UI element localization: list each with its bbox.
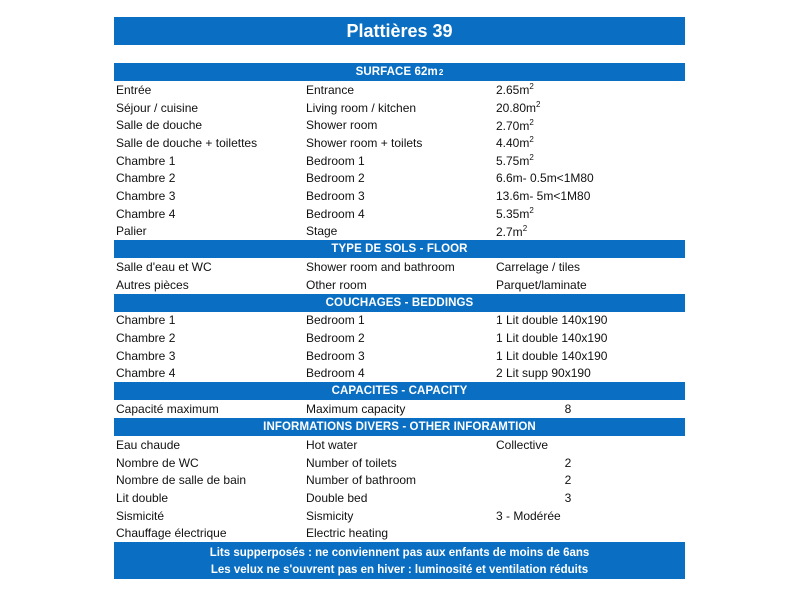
value-cell xyxy=(494,473,594,487)
label-french: Sismicité xyxy=(116,508,165,523)
value-superscript: 2 xyxy=(529,135,534,145)
label-english: Bedroom 4 xyxy=(306,366,365,381)
label-french: Chambre 2 xyxy=(116,171,176,186)
value-superscript: 2 xyxy=(536,100,541,110)
label-french: Salle de douche xyxy=(116,118,203,133)
value-cell xyxy=(494,331,614,345)
label-french: Chambre 4 xyxy=(116,366,176,381)
value-cell xyxy=(494,135,614,150)
label-french: Nombre de salle de bain xyxy=(116,473,247,488)
value-superscript: 2 xyxy=(529,153,534,163)
value-cell xyxy=(494,260,614,274)
value-superscript: 2 xyxy=(522,223,528,233)
label-french: Chauffage électrique xyxy=(116,526,227,541)
value-cell xyxy=(494,278,614,292)
label-french: Salle d'eau et WC xyxy=(116,260,212,275)
value-cell xyxy=(494,118,614,133)
table-row xyxy=(114,454,685,472)
page-title: Plattières 39 xyxy=(114,17,685,45)
label-french: Nombre de WC xyxy=(116,455,199,470)
section-rows-other xyxy=(114,436,685,542)
table-row xyxy=(114,276,685,294)
value-text: 13.6m- 5m<1M80 xyxy=(496,188,591,203)
section-heading-beddings: COUCHAGES - BEDDINGS xyxy=(114,294,685,312)
value-cell xyxy=(494,491,594,505)
value-text: 3 - Modérée xyxy=(496,508,561,523)
table-row xyxy=(114,400,685,418)
table-row xyxy=(114,134,685,152)
label-french: Chambre 1 xyxy=(116,153,176,168)
value-text: 1 Lit double 140x190 xyxy=(496,348,608,363)
label-english: Electric heating xyxy=(306,526,389,541)
value-text: 20.80m xyxy=(496,101,537,116)
label-french: Autres pièces xyxy=(116,277,189,292)
label-english: Living room / kitchen xyxy=(306,100,417,115)
value-superscript: 2 xyxy=(529,206,534,216)
value-cell xyxy=(494,189,614,203)
label-english: Bedroom 4 xyxy=(306,206,365,221)
value-text: Parquet/laminate xyxy=(496,277,587,292)
value-cell xyxy=(494,366,614,380)
label-french: Chambre 2 xyxy=(116,331,176,346)
table-row xyxy=(114,99,685,117)
value-superscript: 2 xyxy=(529,117,534,127)
value-cell xyxy=(494,82,614,97)
table-row xyxy=(114,524,685,542)
label-french: Entrée xyxy=(116,82,152,97)
value-text: 3 xyxy=(564,490,572,505)
value-text: 2.7m xyxy=(496,224,523,239)
label-english: Stage xyxy=(306,224,338,239)
label-french: Eau chaude xyxy=(116,437,181,452)
section-rows-surface xyxy=(114,81,685,240)
value-text: 1 Lit double 140x190 xyxy=(496,331,608,346)
label-french: Séjour / cuisine xyxy=(116,100,199,115)
label-english: Bedroom 1 xyxy=(306,313,365,328)
label-english: Double bed xyxy=(306,490,368,505)
value-text: Collective xyxy=(496,437,549,452)
value-text: 5.35m xyxy=(496,207,530,222)
table-row xyxy=(114,116,685,134)
table-row xyxy=(114,169,685,187)
value-cell xyxy=(494,206,614,221)
section-rows-floor xyxy=(114,258,685,293)
label-french: Chambre 3 xyxy=(116,348,176,363)
label-french: Chambre 1 xyxy=(116,313,176,328)
footer-note-1: Lits supperposés : ne conviennent pas aux enfants de moins de 6ans xyxy=(209,547,590,560)
label-english: Shower room and bathroom xyxy=(306,260,455,275)
value-cell xyxy=(494,171,614,185)
label-french: Salle de douche + toilettes xyxy=(116,135,258,150)
table-row xyxy=(114,223,685,241)
property-sheet xyxy=(114,17,685,579)
value-cell xyxy=(494,438,614,452)
table-row xyxy=(114,187,685,205)
label-english: Bedroom 2 xyxy=(306,171,365,186)
section-rows-capacity xyxy=(114,400,685,418)
table-row xyxy=(114,205,685,223)
table-row xyxy=(114,347,685,365)
value-cell xyxy=(494,153,614,168)
table-row xyxy=(114,329,685,347)
value-cell xyxy=(494,456,594,470)
value-text: Carrelage / tiles xyxy=(496,260,581,275)
section-heading-other: INFORMATIONS DIVERS - OTHER INFORAMTION xyxy=(114,418,685,436)
footer-note-2: Les velux ne s'ouvrent pas en hiver : luminosité et ventilation réduits xyxy=(210,564,589,577)
value-text: 2.65m xyxy=(496,83,530,98)
surface-heading-sup: 2 xyxy=(438,67,444,77)
table-row xyxy=(114,152,685,170)
value-text: 1 Lit double 140x190 xyxy=(496,313,608,328)
spacer xyxy=(114,45,685,63)
label-english: Bedroom 3 xyxy=(306,348,365,363)
label-english: Shower room + toilets xyxy=(306,135,423,150)
table-row xyxy=(114,81,685,99)
table-row xyxy=(114,365,685,383)
label-french: Lit double xyxy=(116,490,169,505)
label-english: Hot water xyxy=(306,437,358,452)
surface-heading-text: SURFACE 62m xyxy=(355,66,438,78)
section-heading-capacity: CAPACITES - CAPACITY xyxy=(114,382,685,400)
value-cell xyxy=(494,100,614,115)
value-cell xyxy=(494,224,614,239)
label-english: Bedroom 2 xyxy=(306,331,365,346)
label-french: Palier xyxy=(116,224,147,239)
label-english: Other room xyxy=(306,277,367,292)
label-french: Chambre 4 xyxy=(116,206,176,221)
section-rows-beddings xyxy=(114,312,685,383)
label-english: Number of toilets xyxy=(306,455,397,470)
label-french: Capacité maximum xyxy=(116,402,219,417)
table-row xyxy=(114,489,685,507)
table-row xyxy=(114,507,685,525)
label-english: Shower room xyxy=(306,118,378,133)
label-english: Number of bathroom xyxy=(306,473,417,488)
footer-notes xyxy=(114,542,685,579)
value-text: 5.75m xyxy=(496,154,530,169)
value-cell xyxy=(494,402,594,416)
label-english: Bedroom 3 xyxy=(306,188,365,203)
value-text: 8 xyxy=(564,402,572,417)
value-text: 4.40m xyxy=(496,136,530,151)
label-english: Entrance xyxy=(306,82,355,97)
value-cell xyxy=(494,509,614,523)
table-row xyxy=(114,471,685,489)
label-english: Sismicity xyxy=(306,508,354,523)
value-text: 6.6m- 0.5m<1M80 xyxy=(496,171,594,186)
value-text: 2.70m xyxy=(496,118,530,133)
label-english: Maximum capacity xyxy=(306,402,406,417)
section-heading-surface xyxy=(114,63,685,81)
table-row xyxy=(114,312,685,330)
value-cell xyxy=(494,313,614,327)
label-french: Chambre 3 xyxy=(116,188,176,203)
value-text: 2 xyxy=(564,473,572,488)
value-cell xyxy=(494,349,614,363)
table-row xyxy=(114,258,685,276)
value-superscript: 2 xyxy=(529,82,534,92)
table-row xyxy=(114,436,685,454)
value-text: 2 xyxy=(564,455,572,470)
section-heading-floor: TYPE DE SOLS - FLOOR xyxy=(114,240,685,258)
label-english: Bedroom 1 xyxy=(306,153,365,168)
value-text: 2 Lit supp 90x190 xyxy=(496,366,591,381)
